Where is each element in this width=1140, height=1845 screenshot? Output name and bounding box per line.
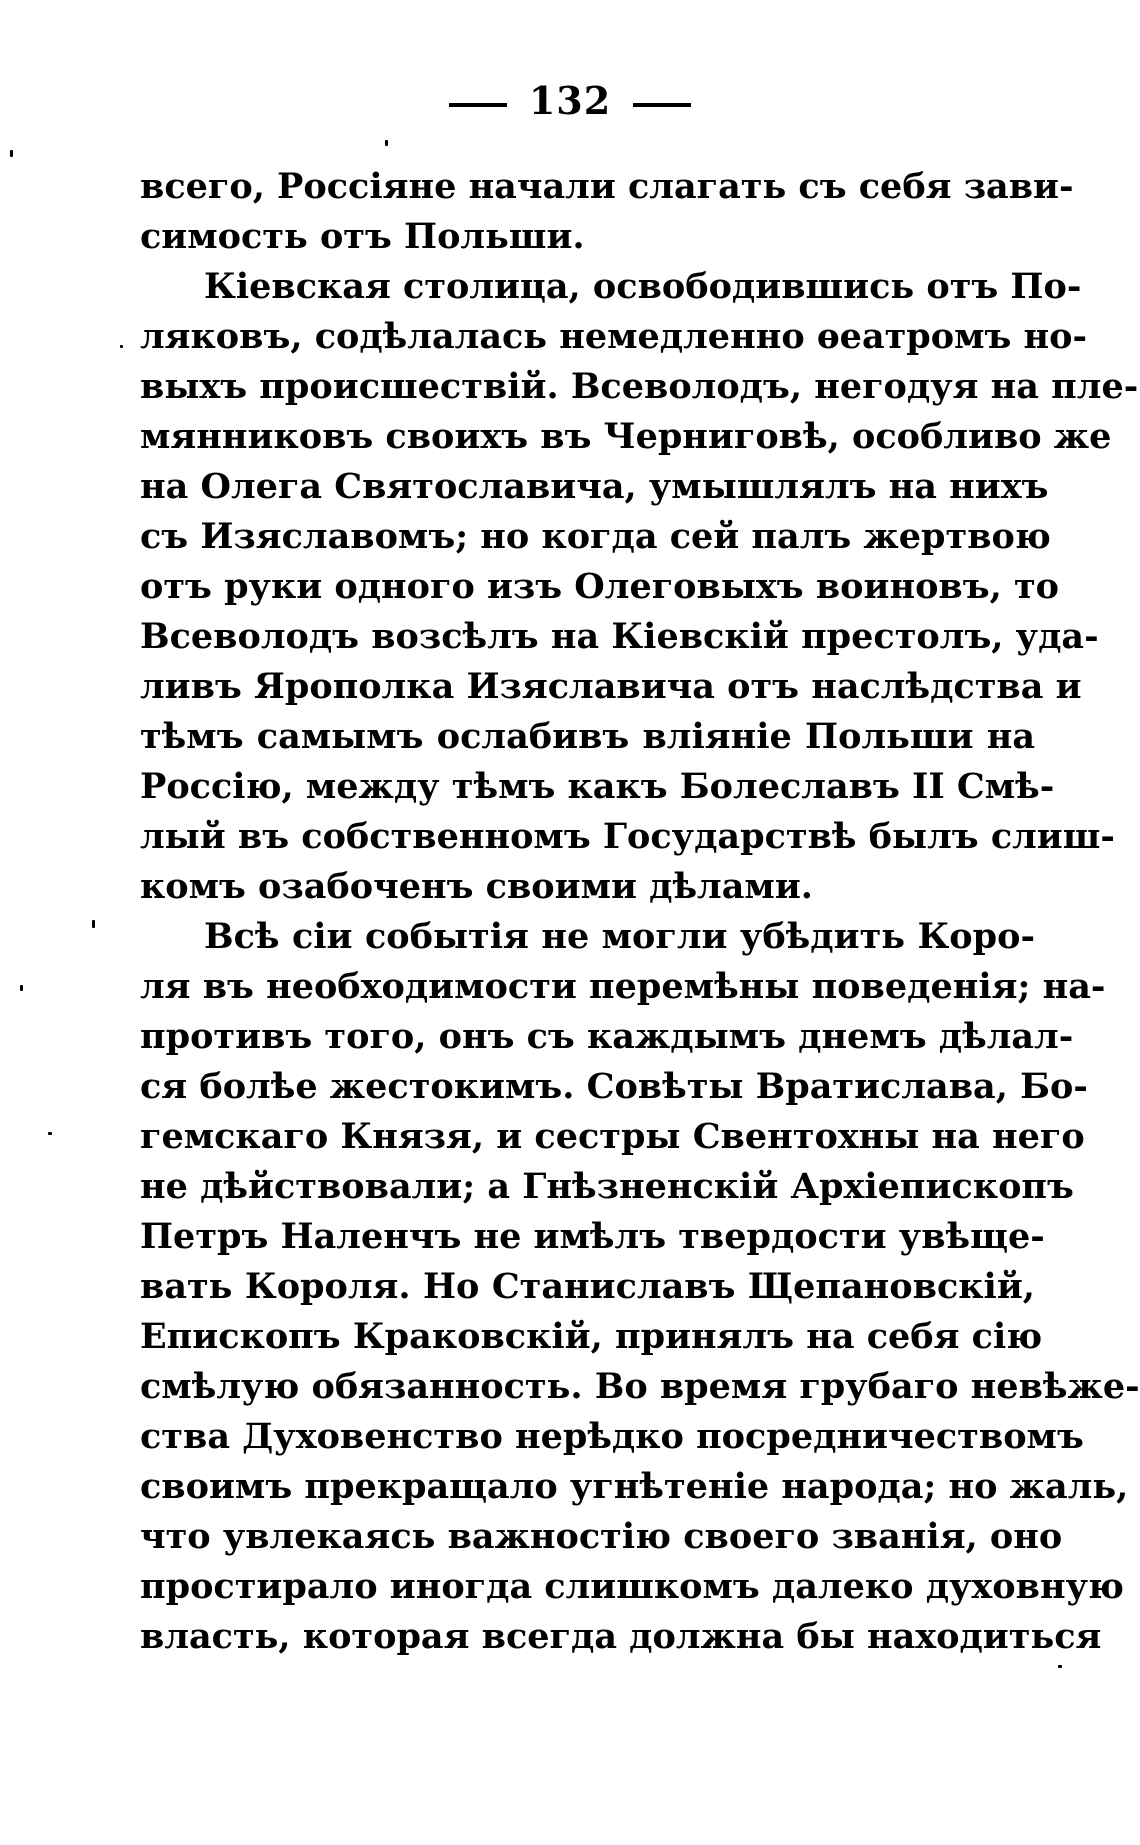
scan-speck [385,140,388,146]
text-line: ся болѣе жестокимъ. Совѣты Вратислава, Бо- [140,1066,1088,1107]
text-line: что увлекаясь важностію своего званія, оно [140,1516,1063,1557]
text-line: симость отъ Польши. [140,216,585,257]
scan-speck [92,920,95,928]
text-line: гемскаго Князя, и сестры Свентохны на него [140,1116,1085,1157]
header-left-dash [449,103,507,107]
paragraph-first-line: Кіевская столица, освободившись отъ По- [204,266,1082,307]
text-line: отъ руки одного изъ Олеговыхъ воиновъ, то [140,566,1059,607]
text-line: ливъ Ярополка Изяславича отъ наслѣдства и [140,666,1082,707]
text-line: ля въ необходимости перемѣны поведенія; на- [140,966,1106,1007]
body-text [140,162,1140,1662]
scan-speck [20,985,23,991]
text-line: мянниковъ своихъ въ Черниговѣ, особливо же [140,416,1112,457]
page-number: 132 [528,78,612,123]
text-line: на Олега Святославича, умышлялъ на нихъ [140,466,1049,507]
text-line: противъ того, онъ съ каждымъ днемъ дѣлал- [140,1016,1074,1057]
text-line: вать Короля. Но Станиславъ Щепановскій, [140,1266,1035,1307]
text-line: выхъ происшествій. Всеволодъ, негодуя на пле- [140,366,1139,407]
text-line: комъ озабоченъ своими дѣлами. [140,866,813,907]
scan-speck [120,345,123,348]
text-line: Петръ Наленчъ не имѣлъ твердости увѣще- [140,1216,1045,1257]
text-line: Всеволодъ возсѣлъ на Кіевскій престолъ, уда- [140,616,1099,657]
text-line: простирало иногда слишкомъ далеко духовную [140,1566,1124,1607]
text-line: Епископъ Краковскій, принялъ на себя сію [140,1316,1043,1357]
text-line: ляковъ, содѣлалась немедленно ѳеатромъ но- [140,316,1088,357]
text-line: тѣмъ самымъ ослабивъ вліяніе Польши на [140,716,1035,757]
paragraph-first-line: Всѣ сіи событія не могли убѣдить Коро- [204,916,1035,957]
text-line: Россію, между тѣмъ какъ Болеславъ II Смѣ- [140,766,1055,807]
text-line: власть, которая всегда должна бы находиться [140,1616,1102,1657]
scan-speck [48,1132,52,1135]
text-line: ства Духовенство нерѣдко посредничествомъ [140,1416,1084,1457]
text-line: съ Изяславомъ; но когда сей палъ жертвою [140,516,1051,557]
header-right-dash [633,103,691,107]
page-header [0,78,1140,123]
text-line: не дѣйствовали; а Гнѣзненскій Архіепископъ [140,1166,1074,1207]
text-line: лый въ собственномъ Государствѣ былъ слиш- [140,816,1115,857]
scan-speck [10,150,13,157]
text-line: всего, Россіяне начали слагать съ себя зави- [140,166,1074,207]
text-line: смѣлую обязанность. Во время грубаго невѣже- [140,1366,1140,1407]
scan-speck [1058,1665,1062,1668]
text-line: своимъ прекращало угнѣтеніе народа; но жаль, [140,1466,1129,1507]
